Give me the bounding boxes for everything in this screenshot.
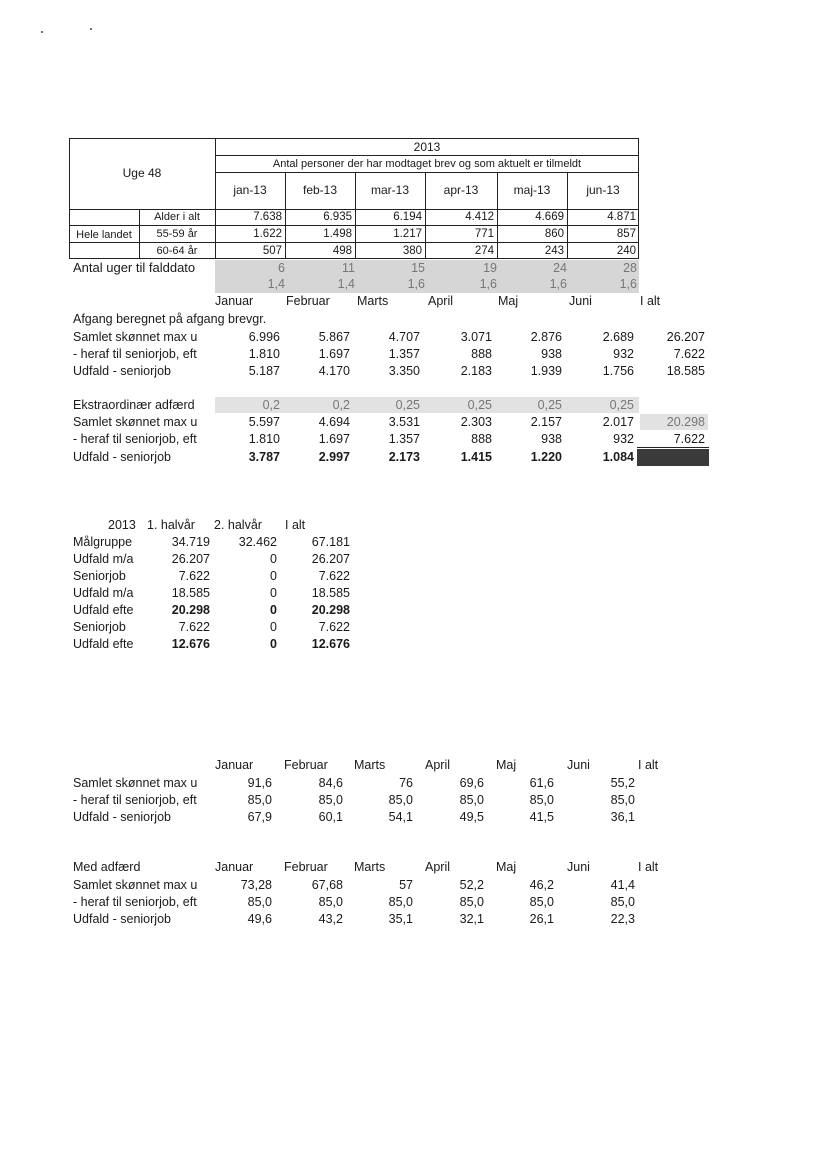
col-header: 2013 xyxy=(108,518,136,532)
value-cell: 888 xyxy=(471,347,492,361)
table-cell: 1.622 xyxy=(253,228,282,240)
row-label: Udfald - seniorjob xyxy=(73,810,171,824)
value-cell: 7.622 xyxy=(318,620,350,634)
value-cell: 85,0 xyxy=(318,793,343,807)
value-cell: 22,3 xyxy=(610,912,635,926)
value-cell: 0 xyxy=(270,603,277,617)
weeks-value: 6 xyxy=(278,261,285,275)
value-cell: 7.622 xyxy=(178,620,210,634)
row-label: Udfald efte xyxy=(73,637,134,651)
col-header: 1. halvår xyxy=(147,518,195,532)
value-cell: 67,68 xyxy=(311,878,343,892)
table-cell: 857 xyxy=(616,228,636,240)
value-cell: 1.084 xyxy=(602,450,634,464)
value-cell: 60,1 xyxy=(318,810,343,824)
value-cell: 938 xyxy=(541,432,562,446)
col-header: I alt xyxy=(638,860,659,874)
factor-value: 0,25 xyxy=(467,398,492,412)
value-cell: 85,0 xyxy=(388,895,413,909)
value-cell: 0 xyxy=(270,586,277,600)
value-cell: 91,6 xyxy=(247,776,272,790)
value-cell: 84,6 xyxy=(318,776,343,790)
value-cell: 20.298 xyxy=(666,415,705,429)
row-label: Samlet skønnet max u xyxy=(73,415,198,429)
table-cell: 274 xyxy=(474,245,494,257)
weeks-value: 15 xyxy=(411,261,425,275)
value-cell: 2.157 xyxy=(530,415,562,429)
value-cell: 1.756 xyxy=(602,364,634,378)
value-cell: 85,0 xyxy=(459,895,484,909)
factor-value: 1,4 xyxy=(267,277,285,291)
value-cell: 20.298 xyxy=(171,603,210,617)
month-header: feb-13 xyxy=(302,183,338,197)
value-cell: 35,1 xyxy=(388,912,413,926)
value-cell: 5.867 xyxy=(318,330,350,344)
row-label: Udfald efte xyxy=(73,603,134,617)
row-label: - heraf til seniorjob, eft xyxy=(73,432,197,446)
value-cell: 41,5 xyxy=(529,810,554,824)
value-cell: 1.810 xyxy=(248,347,280,361)
value-cell: 85,0 xyxy=(529,895,554,909)
value-cell: 7.622 xyxy=(318,569,350,583)
row-label: Samlet skønnet max u xyxy=(73,776,198,790)
value-cell: 1.357 xyxy=(388,347,420,361)
value-cell: 5.597 xyxy=(248,415,280,429)
value-cell: 34.719 xyxy=(171,535,210,549)
age-row-label: 60-64 år xyxy=(156,245,198,257)
value-cell: 1.357 xyxy=(388,432,420,446)
week-label: Uge 48 xyxy=(122,166,162,180)
row-label: Udfald m/a xyxy=(73,552,134,566)
value-cell: 3.531 xyxy=(388,415,420,429)
value-cell: 61,6 xyxy=(529,776,554,790)
col-header: Juni xyxy=(567,758,590,772)
value-cell: 2.997 xyxy=(318,450,350,464)
value-cell: 5.187 xyxy=(248,364,280,378)
value-cell: 932 xyxy=(613,432,634,446)
table-cell: 7.638 xyxy=(253,211,282,223)
factor-value: 1,6 xyxy=(619,277,637,291)
value-cell: 3.071 xyxy=(460,330,492,344)
value-cell: 41,4 xyxy=(610,878,635,892)
table-cell: 240 xyxy=(616,245,636,257)
weeks-value: 24 xyxy=(553,261,567,275)
row-label: Udfald - seniorjob xyxy=(73,912,171,926)
value-cell: 7.622 xyxy=(178,569,210,583)
value-cell: 55,2 xyxy=(610,776,635,790)
factor-value: 0,25 xyxy=(609,398,634,412)
value-cell: 36,1 xyxy=(610,810,635,824)
row-label: Udfald m/a xyxy=(73,586,134,600)
value-cell: 85,0 xyxy=(388,793,413,807)
value-cell: 1.415 xyxy=(460,450,492,464)
speck xyxy=(41,31,43,33)
value-cell: 1.939 xyxy=(530,364,562,378)
value-cell: 4.707 xyxy=(388,330,420,344)
col-header: I alt xyxy=(638,758,659,772)
row-label: Ekstraordinær adfærd xyxy=(73,398,195,412)
value-cell: 2.303 xyxy=(460,415,492,429)
col-header: Januar xyxy=(215,294,254,308)
col-header: 2. halvår xyxy=(214,518,262,532)
value-cell: 1.697 xyxy=(318,347,350,361)
table-cell: 507 xyxy=(262,245,282,257)
value-cell: 3.787 xyxy=(248,450,280,464)
month-header: jun-13 xyxy=(586,183,620,197)
col-header: I alt xyxy=(640,294,661,308)
col-header: April xyxy=(428,294,454,308)
value-cell: 49,5 xyxy=(459,810,484,824)
section-title: Med adfærd xyxy=(73,860,141,874)
col-header: I alt xyxy=(285,518,306,532)
value-cell: 2.689 xyxy=(602,330,634,344)
col-header: Januar xyxy=(215,860,254,874)
row-label: Målgruppe xyxy=(73,535,133,549)
col-header: Marts xyxy=(354,860,386,874)
col-header: Maj xyxy=(496,860,517,874)
speck xyxy=(90,28,92,30)
table-cell: 4.669 xyxy=(535,211,564,223)
value-cell: 7.622 xyxy=(673,347,705,361)
row-label: Seniorjob xyxy=(73,569,126,583)
value-cell: 85,0 xyxy=(247,895,272,909)
row-label: - heraf til seniorjob, eft xyxy=(73,793,197,807)
value-cell: 43,2 xyxy=(318,912,343,926)
weeks-value: 28 xyxy=(623,261,637,275)
age-row-label: Alder i alt xyxy=(154,211,200,223)
value-cell: 1.220 xyxy=(530,450,562,464)
value-cell: 18.585 xyxy=(171,586,210,600)
value-cell: 26.207 xyxy=(311,552,350,566)
weeks-label: Antal uger til falddato xyxy=(73,260,196,275)
weeks-value: 19 xyxy=(483,261,497,275)
value-cell: 20.298 xyxy=(311,603,350,617)
value-cell: 32,1 xyxy=(459,912,484,926)
value-cell: 26,1 xyxy=(529,912,554,926)
table-cell: 243 xyxy=(544,245,564,257)
row-label: Udfald - seniorjob xyxy=(73,450,171,464)
value-cell: 18.585 xyxy=(666,364,705,378)
value-cell: 2.017 xyxy=(602,415,634,429)
col-header: Juni xyxy=(569,294,592,308)
value-cell: 67,9 xyxy=(247,810,272,824)
factor-value: 0,25 xyxy=(395,398,420,412)
value-cell: 0 xyxy=(270,637,277,651)
col-header: April xyxy=(425,860,451,874)
value-cell: 52,2 xyxy=(459,878,484,892)
value-cell: 85,0 xyxy=(610,793,635,807)
table-subtitle: Antal personer der har modtaget brev og som aktuelt er tilmeldt xyxy=(272,158,582,170)
value-cell: 69,6 xyxy=(459,776,484,790)
value-cell: 57 xyxy=(399,878,413,892)
col-header: Maj xyxy=(498,294,519,308)
table-cell: 380 xyxy=(402,245,422,257)
col-header: Februar xyxy=(286,294,330,308)
table-cell: 6.935 xyxy=(323,211,352,223)
col-header: Marts xyxy=(357,294,389,308)
row-label: Samlet skønnet max u xyxy=(73,330,198,344)
value-cell: 0 xyxy=(270,569,277,583)
month-header: mar-13 xyxy=(370,183,409,197)
value-cell: 0 xyxy=(270,620,277,634)
col-header: Februar xyxy=(284,758,328,772)
value-cell: 2.183 xyxy=(460,364,492,378)
value-cell: 4.170 xyxy=(318,364,350,378)
value-cell: 7.622 xyxy=(673,432,705,446)
value-cell: 938 xyxy=(541,347,562,361)
row-label: Udfald - seniorjob xyxy=(73,364,171,378)
value-cell: 6.996 xyxy=(248,330,280,344)
value-cell: 32.462 xyxy=(238,535,277,549)
row-label: - heraf til seniorjob, eft xyxy=(73,347,197,361)
value-cell: 888 xyxy=(471,432,492,446)
table-cell: 498 xyxy=(332,245,352,257)
value-cell: 49,6 xyxy=(247,912,272,926)
factor-value: 1,6 xyxy=(407,277,425,291)
row-label: - heraf til seniorjob, eft xyxy=(73,895,197,909)
table-cell: 6.194 xyxy=(393,211,422,223)
value-cell: 2.876 xyxy=(530,330,562,344)
year-header: 2013 xyxy=(413,140,441,154)
value-cell: 73,28 xyxy=(240,878,272,892)
factor-value: 0,25 xyxy=(537,398,562,412)
row-label: Samlet skønnet max u xyxy=(73,878,198,892)
table-cell: 4.871 xyxy=(607,211,636,223)
table-cell: 1.498 xyxy=(323,228,352,240)
value-cell: 26.207 xyxy=(666,330,705,344)
value-cell: 932 xyxy=(613,347,634,361)
factor-value: 0,2 xyxy=(332,398,350,412)
value-cell: 67.181 xyxy=(311,535,350,549)
value-cell: 4.694 xyxy=(318,415,350,429)
factor-value: 0,2 xyxy=(262,398,280,412)
value-cell: 12.676 xyxy=(171,637,210,651)
value-cell: 85,0 xyxy=(610,895,635,909)
col-header: Marts xyxy=(354,758,386,772)
value-cell: 85,0 xyxy=(529,793,554,807)
value-cell: 85,0 xyxy=(318,895,343,909)
factor-value: 1,6 xyxy=(479,277,497,291)
value-cell: 3.350 xyxy=(388,364,420,378)
col-header: April xyxy=(425,758,451,772)
month-header: jan-13 xyxy=(233,183,267,197)
value-cell: 12.676 xyxy=(311,637,350,651)
value-cell: 46,2 xyxy=(529,878,554,892)
factor-value: 1,4 xyxy=(337,277,355,291)
age-row-label: 55-59 år xyxy=(156,228,198,240)
value-cell: 2.173 xyxy=(388,450,420,464)
table-cell: 771 xyxy=(474,228,494,240)
value-cell: 0 xyxy=(270,552,277,566)
col-header: Juni xyxy=(567,860,590,874)
month-header: apr-13 xyxy=(443,183,479,197)
table-cell: 4.412 xyxy=(465,211,494,223)
value-cell: 18.585 xyxy=(311,586,350,600)
row-label: Seniorjob xyxy=(73,620,126,634)
table-cell: 1.217 xyxy=(393,228,422,240)
table-cell: 860 xyxy=(544,228,564,240)
section-intro: Afgang beregnet på afgang brevgr. xyxy=(73,312,267,326)
col-header: Februar xyxy=(284,860,328,874)
col-header: Maj xyxy=(496,758,517,772)
value-cell: 76 xyxy=(399,776,413,790)
month-header: maj-13 xyxy=(513,183,551,197)
col-header: Januar xyxy=(215,758,254,772)
value-cell: 1.810 xyxy=(248,432,280,446)
weeks-value: 11 xyxy=(342,261,355,275)
value-cell: 54,1 xyxy=(388,810,413,824)
value-cell: 85,0 xyxy=(247,793,272,807)
value-cell: 85,0 xyxy=(459,793,484,807)
factor-value: 1,6 xyxy=(549,277,567,291)
value-cell: 26.207 xyxy=(171,552,210,566)
region-label: Hele landet xyxy=(76,229,132,241)
value-cell: 1.697 xyxy=(318,432,350,446)
